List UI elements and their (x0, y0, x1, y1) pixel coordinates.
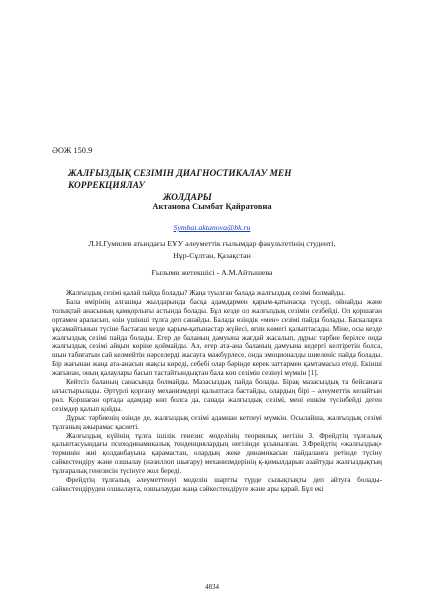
paragraph: Фрейдтің тұлғалық әлеуметтенуі моделін шартты түрде сызықтықты деп айтуға болады-сәйкестендіруден озшылауға, озшылаудан жаңа сәйкестендіруге және ары қарай. Бұл екі (52, 476, 382, 493)
affiliation-line-1: Л.Н.Гумилев атындағы ЕҰУ әлеуметтік ғылымдар факультетінің студенті, (88, 239, 336, 248)
paragraph: Кейтсіз баланың санасында болмайды. Мазасыздық пайда болады. Бірақ мазасыздық та бейсанаға ығыстырылады. Әртүрлі қорғану механизмдері қалыптаса бастайды, олардың бірі – әлеуметтік келайтын рөл. Қоршаған ортада адамдар көп болса да, санада жалғыздық сезімі, мені ешкім түсінбейді деген сезімдер қалып қойды. (52, 378, 382, 413)
affiliation-line-2: Нұр-Сұлтан, Қазақстан (173, 250, 251, 260)
article-body (52, 289, 382, 494)
affiliation (0, 238, 424, 261)
page-number: 4834 (205, 583, 219, 591)
paragraph: Дұрыс тәрбиенің өзінде де, жалғыздық сезімі адамнан кетпеуі мүмкін. Осылайша, жалғыздық сезімі тұлғаның ажырамас қасиеті. (52, 413, 382, 431)
paragraph: Жалғыздық күйінің тұлға ішілік генезис моделінің теориялық негізін З. Фрейдтің тұлғалық қалыптасуындағы психодинамикалық тенденциялардың негізінде ұсынылған. З.Фрейдтің «жалғыздық» терминін жиі қолданбауына қарамастан, олардың жеке динамикасын пайдаланға ретінде түсіну сәйкестендіру және озшылау (нәзиллоп шығару) механизмдерінің қ-қимылдарын азайтуды жалғыздықтың тұлғаралық генезисін түсінуге жол береді. (52, 431, 382, 476)
paragraph: Жалғыздық сезімі қалай пайда болады? Жаңа туылған балада жалғыздық сезімі болмайды. (66, 289, 346, 297)
author-name: Актанова Сымбат Қайратовна (152, 202, 272, 211)
title-line-1: ЖАЛҒЫЗДЫҚ СЕЗІМІН ДИАГНОСТИКАЛАУ МЕН КОРРЕКЦИЯЛАУ (68, 169, 292, 191)
title-line-2: ЖОЛДАРЫ (163, 193, 212, 203)
article-title (68, 168, 368, 204)
paragraph: Бала өмірінің алғашқы жылдарында басқа адамдармен қарым-қатынасқа түседі, ойнайды және толықтай анасының қамқорлығы астында болады. Бұл кезде ол жалғыздық сезімін сезбейді. Ол қоршаған ортамен араласып, өзін үшінші тұлға деп санайды. Балада өзіндік «мен» сезімі пайда болады. Баскаларға ұқсамайтынын түсіне бастаған кезде қарым-қатынастар жүйесі, яғни көмегі қалыптасады. Міне, осы кезде жалғыздық сезімі пайда болады. Егер де баланың дамуына жағдай жасалып, дұрыс тәрбие берілсе онда жалғыздық сезімі айқын көріне қоймайды. Ал, егер ата-ана баланың дамуына кедергі келтіретін болса, шын табиғатын сай келмейтін нәрселерді жасауға мәжбүрлесе, онда эмоционалды шиеленіс пайда болады. Бір жағынан жаңа ата-анасын жақсы көреді, себебі олар бәрінде керек заттармен қамтамасыз етеді. Екінші жағынан, оның қалаулары басып тастайтындықтан бала көп сезімін сезінуі мүмкін [1]. (52, 297, 382, 378)
udc-code: ӘОЖ 150.9 (52, 146, 93, 155)
supervisor: Ғылыми жетекшісі - А.М.Айтышева (151, 268, 273, 277)
author-email-link[interactable]: Symbat.aktanova@bk.ru (173, 223, 251, 232)
